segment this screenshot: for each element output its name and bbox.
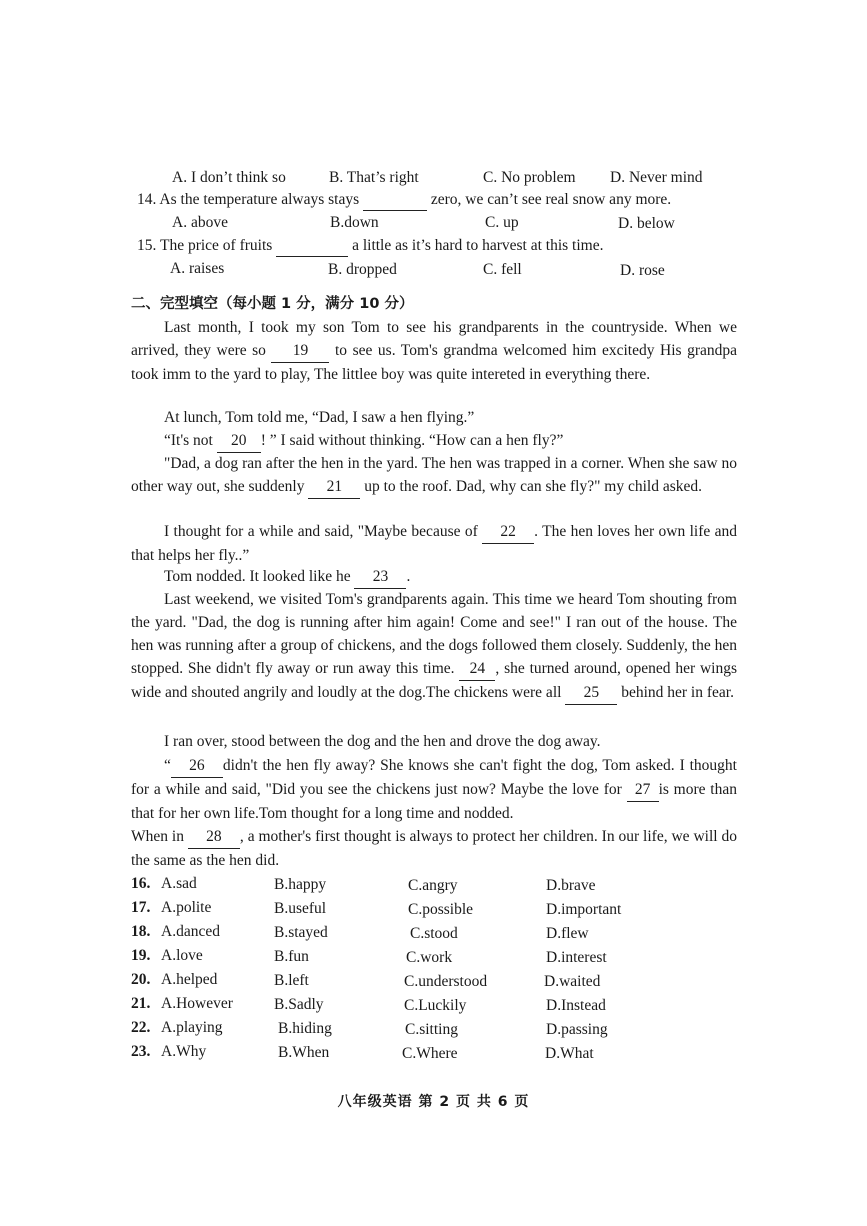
paragraph-text: “ [164, 757, 171, 774]
answer-option: C.work [406, 949, 453, 966]
answer-option: B.Sadly [274, 996, 324, 1013]
answer-option: A.However [161, 995, 233, 1012]
q15-option-c: C. fell [483, 261, 522, 278]
answer-option: A.sad [161, 875, 197, 892]
cloze-paragraph-9 [131, 754, 737, 825]
blank-25: 25 [565, 681, 617, 705]
answer-row-number: 18. [131, 923, 151, 940]
q15-stem [137, 236, 603, 257]
paragraph-text: When in [131, 828, 184, 845]
cloze-paragraph-4 [131, 452, 737, 499]
paragraph-text: , she turned around, opened her wings wide and shouted angrily and loudly at the dog.The chickens were all [131, 660, 738, 701]
answer-row-number: 17. [131, 899, 151, 916]
paragraph-text: "Dad, a dog ran after the hen in the yard. The hen was trapped in a corner. When she saw no other way out, she suddenly [131, 455, 737, 495]
answer-option: D.brave [546, 877, 596, 894]
q14-blank [363, 190, 427, 211]
paragraph-text: At lunch, Tom told me, “Dad, I saw a hen flying.” [164, 409, 475, 426]
q14-text-b: zero, we can’t see real snow any more. [430, 191, 672, 208]
answer-option: D.waited [544, 973, 601, 990]
answer-option: C.sitting [405, 1021, 458, 1038]
blank-27: 27 [627, 778, 659, 802]
q15-text-b: a little as it’s hard to harvest at this time. [352, 237, 604, 254]
answer-option: B.happy [274, 876, 327, 893]
answer-row-number: 23. [131, 1043, 151, 1060]
answer-option: B.left [274, 972, 309, 989]
q15-blank [276, 236, 348, 257]
paragraph-text: I ran over, stood between the dog and the hen and drove the dog away. [164, 733, 601, 750]
blank-28: 28 [188, 825, 240, 849]
answer-option: D.important [546, 901, 622, 918]
answer-option: C.angry [408, 877, 458, 894]
answer-option: D.Instead [546, 997, 606, 1014]
blank-24: 24 [459, 657, 495, 681]
answer-option: B.fun [274, 948, 309, 965]
paragraph-text: . [406, 568, 411, 585]
answer-option: D.What [545, 1045, 594, 1062]
blank-23: 23 [354, 565, 406, 589]
paragraph-text: “It's not [164, 432, 213, 449]
q15-number: 15. [137, 237, 157, 254]
q13-option-a: A. I don’t think so [172, 169, 286, 186]
paragraph-text: is more than that for her own life.Tom thought for a long time and nodded. [131, 781, 737, 822]
answer-option: D.flew [546, 925, 589, 942]
paragraph-text: didn't the hen fly away? She knows she can't fight the dog, Tom asked. I thought for a while and said, "Did you see the chickens just now? Maybe the love for [131, 757, 737, 798]
cloze-paragraph-10 [131, 825, 737, 872]
answer-option: A.Why [161, 1043, 207, 1060]
q14-option-c: C. up [485, 214, 519, 231]
blank-26: 26 [171, 754, 223, 778]
answer-option: A.love [161, 947, 203, 964]
answer-option: B.stayed [274, 924, 328, 941]
q13-option-c: C. No problem [483, 169, 576, 186]
q15-option-b: B. dropped [328, 261, 397, 278]
answer-option: B.hiding [278, 1020, 332, 1037]
blank-20: 20 [217, 429, 261, 453]
q14-option-d: D. below [618, 215, 675, 232]
q14-stem [137, 190, 671, 211]
answer-row-number: 22. [131, 1019, 151, 1036]
answer-option: A.playing [161, 1019, 223, 1036]
answer-row-number: 20. [131, 971, 151, 988]
section-heading: 二、完型填空（每小题 1 分，满分 10 分） [131, 296, 414, 312]
q15-option-d: D. rose [620, 262, 665, 279]
paragraph-text: to see us. Tom's grandma welcomed him excitedy His grandpa took imm to the yard to play, The littlee boy was quite intereted in everything there. [131, 342, 737, 383]
answer-option: A.danced [161, 923, 220, 940]
q15-option-a: A. raises [170, 260, 225, 277]
paragraph-text: behind her in fear. [621, 684, 734, 701]
answer-option: D.interest [546, 949, 607, 966]
answer-option: A.helped [161, 971, 218, 988]
answer-option: A.polite [161, 899, 212, 916]
paragraph-text: Tom nodded. It looked like he [164, 568, 351, 585]
cloze-paragraph-1 [131, 316, 737, 386]
paragraph-text: , a mother's first thought is always to protect her children. In our life, we will do the same as the hen did. [131, 828, 737, 869]
cloze-paragraph-3 [131, 429, 737, 453]
q13-option-d: D. Never mind [610, 169, 703, 186]
q14-number: 14. [137, 191, 157, 208]
blank-21: 21 [308, 475, 360, 499]
answer-option: B.useful [274, 900, 327, 917]
paragraph-text: . The hen loves her own life and that helps her fly..” [131, 523, 738, 564]
answer-option: C.Where [402, 1045, 458, 1062]
q14-text-a: As the temperature always stays [159, 191, 360, 208]
q15-text-a: The price of fruits [159, 237, 273, 254]
answer-option: C.possible [408, 901, 474, 918]
cloze-paragraph-5 [131, 520, 737, 567]
answer-option: C.Luckily [404, 997, 467, 1014]
blank-19: 19 [271, 339, 329, 363]
answer-option: D.passing [546, 1021, 608, 1038]
cloze-paragraph-8 [131, 730, 737, 753]
cloze-paragraph-2 [131, 406, 737, 429]
paragraph-text: ! ” I said without thinking. “How can a hen fly?” [260, 432, 564, 449]
paragraph-text: Last month, I took my son Tom to see his grandparents in the countryside. When we arrived, they were so [131, 319, 737, 359]
answer-option: C.stood [410, 925, 458, 942]
page-footer: 八年级英语 第 2 页 共 6 页 [337, 1094, 530, 1110]
answer-row-number: 21. [131, 995, 151, 1012]
q14-option-b: B.down [330, 214, 379, 231]
answer-row-number: 16. [131, 875, 151, 892]
answer-option: B.When [278, 1044, 330, 1061]
cloze-paragraph-7 [131, 588, 737, 705]
paragraph-text: up to the roof. Dad, why can she fly?" my child asked. [364, 478, 703, 495]
q13-option-b: B. That’s right [329, 169, 419, 186]
paragraph-text: Last weekend, we visited Tom's grandparents again. This time we heard Tom shouting from the yard. "Dad, the dog is running after him again! Come and see!" I ran out of the house. The hen was running after a group of chickens, and the dogs followed them closely. Suddenly, the hen stopped. She didn't fly away or run away this time. [131, 591, 737, 677]
answer-row-number: 19. [131, 947, 151, 964]
paragraph-text: I thought for a while and said, "Maybe because of [164, 523, 478, 540]
cloze-paragraph-6 [131, 565, 737, 589]
q14-option-a: A. above [172, 214, 228, 231]
answer-option: C.understood [404, 973, 488, 990]
blank-22: 22 [482, 520, 534, 544]
